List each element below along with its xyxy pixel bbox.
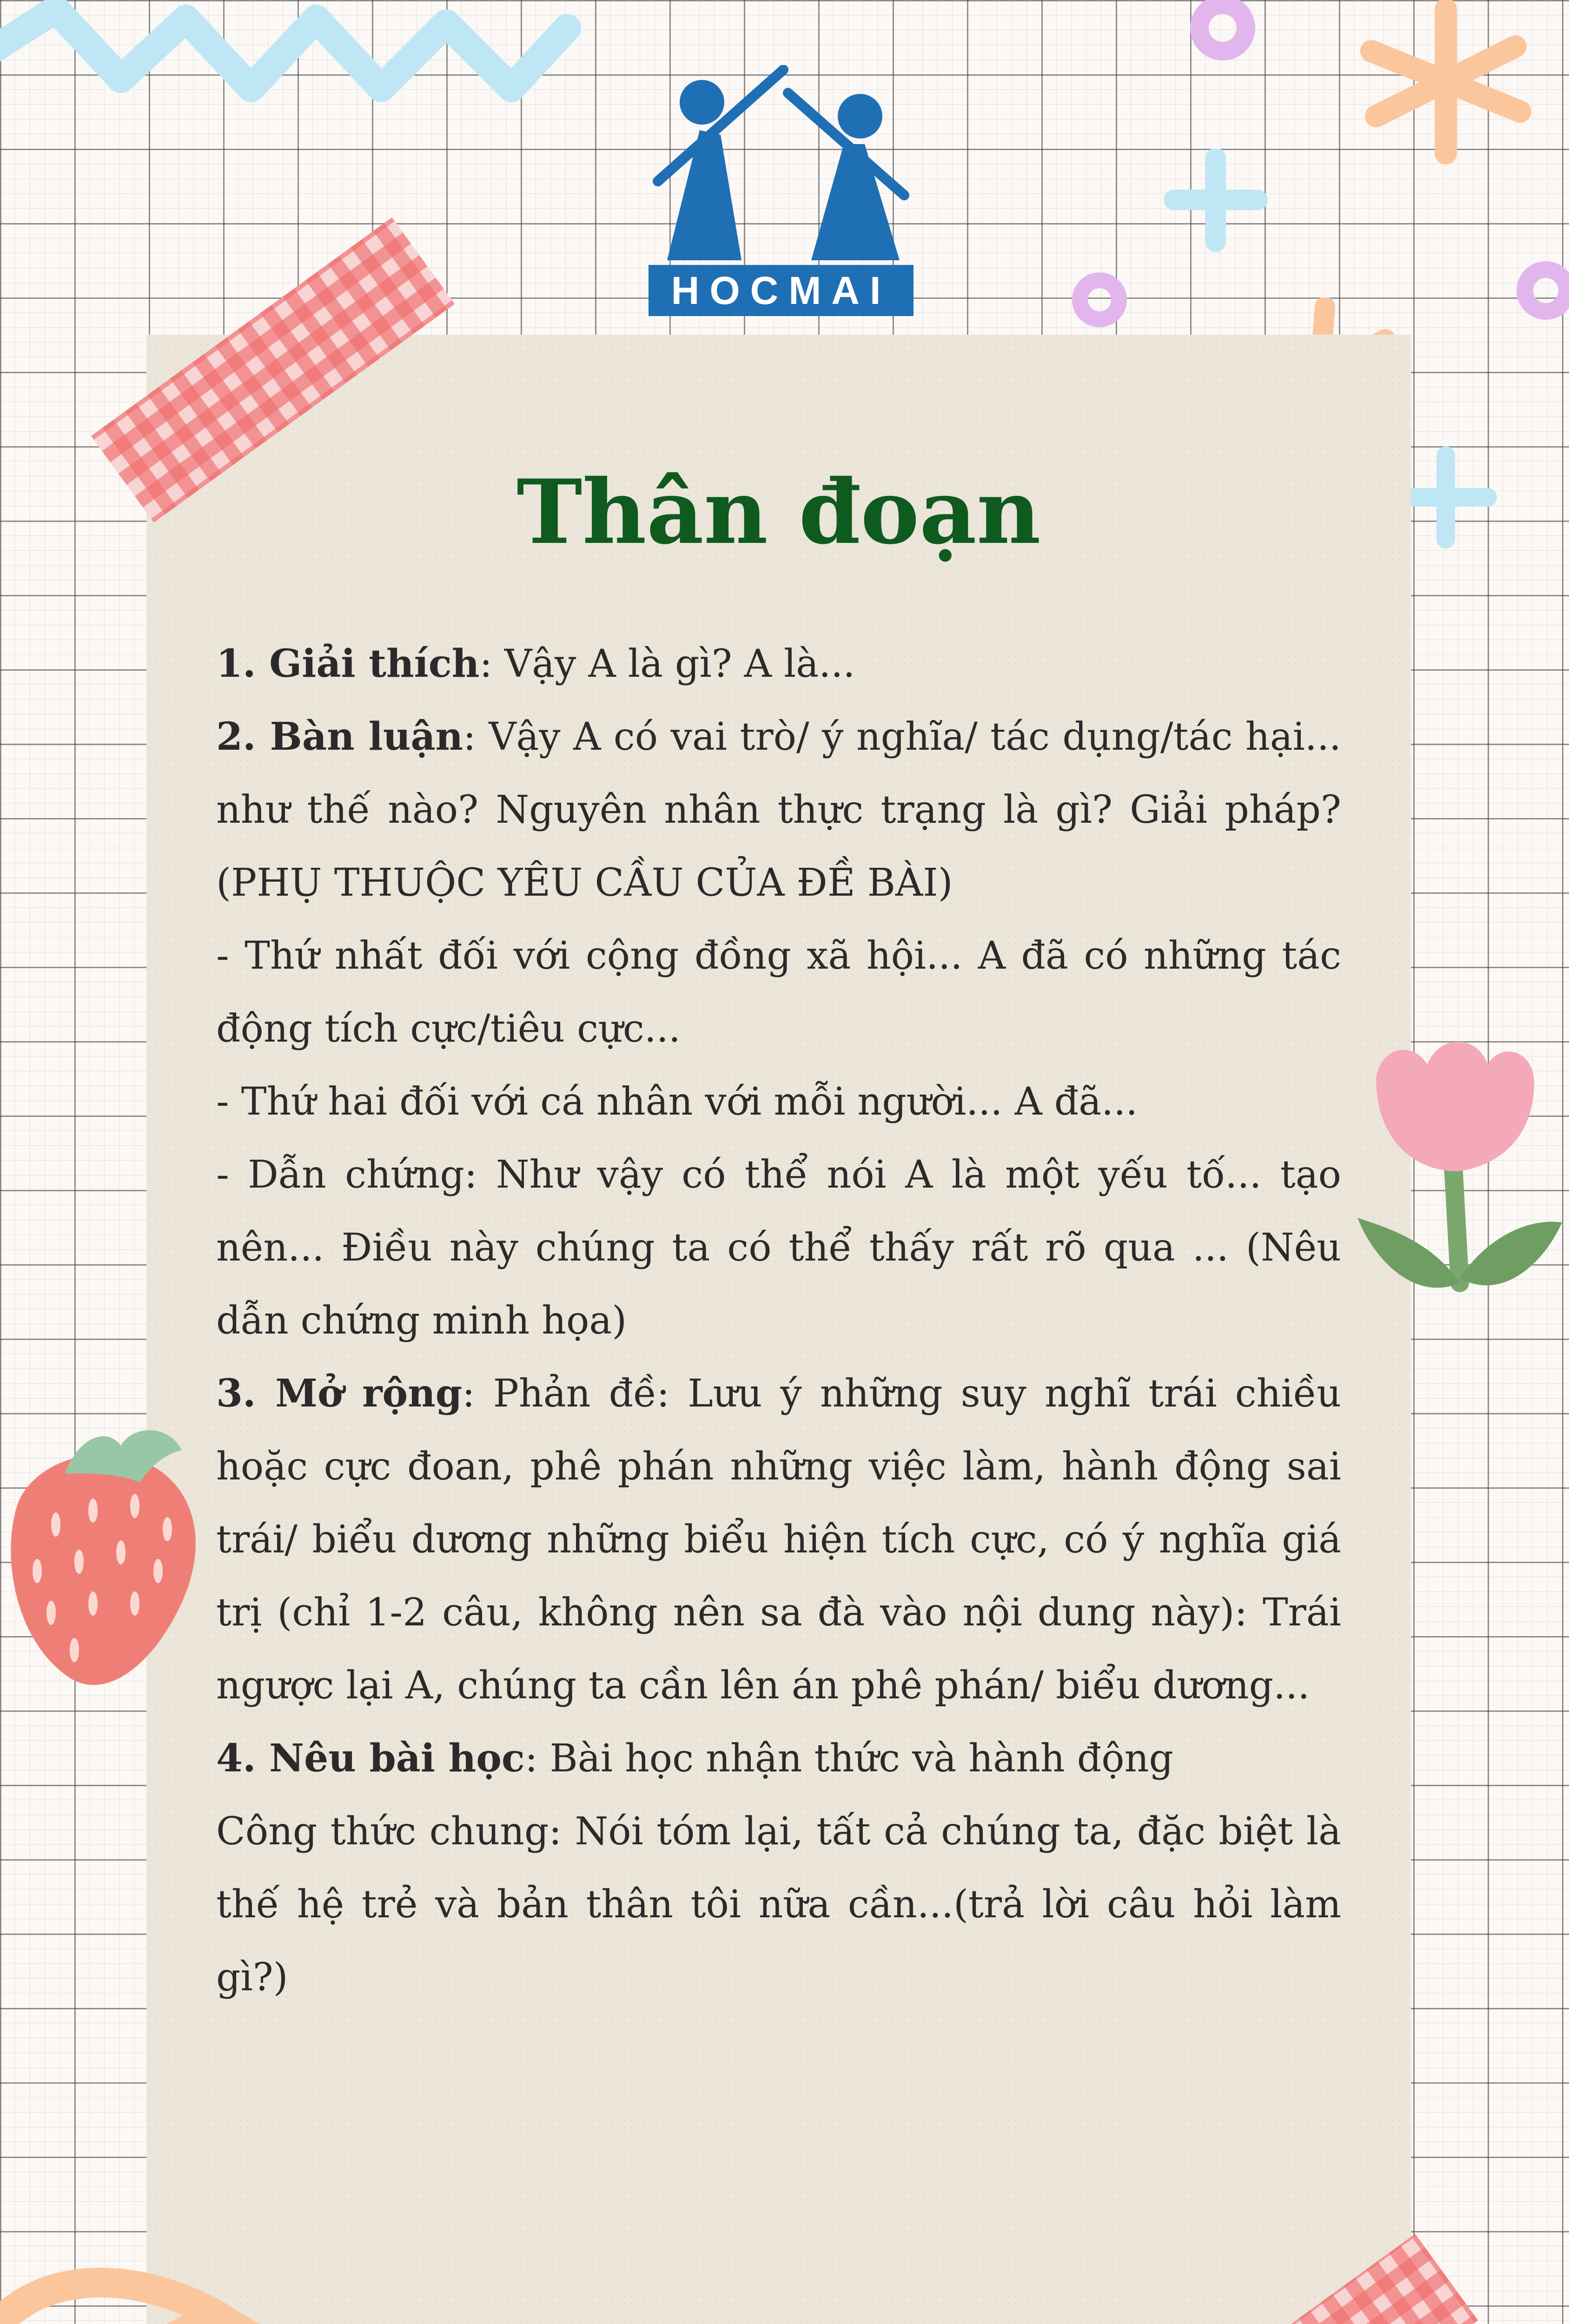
section-explain-label: 1. Giải thích	[216, 641, 480, 686]
washi-tape-top	[74, 195, 474, 548]
section-extend-label: 3. Mở rộng	[216, 1371, 463, 1416]
section-lesson-text: : Bài học nhận thức và hành động	[524, 1736, 1173, 1781]
section-discuss-text: : Vậy A có vai trò/ ý nghĩa/ tác dụng/tác hại... như thế nào? Nguyên nhân thực trạng là gì? Giải pháp? (PHỤ THUỘC YÊU CẦU CỦA ĐỀ BÀI)	[216, 715, 1341, 905]
discuss-evidence: - Dẫn chứng: Như vậy có thể nói A là một yếu tố... tạo nên... Điều này chúng ta có thể thấy rất rõ qua ... (Nêu dẫn chứng minh họa)	[216, 1153, 1341, 1343]
section-extend	[216, 1357, 1341, 1722]
section-lesson	[216, 1722, 1341, 1795]
orange-star-decoration	[1357, 0, 1534, 177]
section-explain-text: : Vậy A là gì? A là...	[479, 642, 855, 686]
hocmai-logo-figure	[649, 65, 914, 265]
section-lesson-label: 4. Nêu bài học	[216, 1736, 525, 1781]
section-discuss	[216, 700, 1341, 919]
section-discuss-label: 2. Bàn luận	[216, 714, 463, 759]
tulip-decoration	[1348, 1023, 1569, 1325]
section-explain	[216, 627, 1341, 700]
washi-tape-bottom	[1088, 2212, 1497, 2324]
page-title: Thân đoạn	[516, 460, 1041, 564]
purple-ring-decoration-3	[1511, 251, 1569, 321]
content-card	[146, 335, 1411, 2324]
discuss-point-2: - Thứ hai đối với cá nhân với mỗi người... A đã...	[216, 1080, 1138, 1124]
orange-squiggle-decoration	[0, 2240, 279, 2324]
blue-zigzag-decoration	[0, 0, 581, 139]
strawberry-decoration	[0, 1404, 223, 1701]
purple-ring-decoration	[1181, 0, 1264, 74]
discuss-point-1: - Thứ nhất đối với cộng đồng xã hội... A đã có những tác động tích cực/tiêu cực...	[216, 934, 1341, 1051]
blue-plus-decoration	[1162, 149, 1269, 256]
hocmai-logo-text: HOCMAI	[649, 265, 914, 316]
purple-ring-decoration-2	[1065, 265, 1134, 335]
section-extend-text: : Phản đề: Lưu ý những suy nghĩ trái chiều hoặc cực đoan, phê phán những việc làm, hành động sai trái/ biểu dương những biểu hiện tích cực, có ý nghĩa giá trị (chỉ 1-2 câu, không nên sa đà vào nội dung này): Trái ngược lại A, chúng ta cần lên án phê phán/ biểu dương...	[216, 1372, 1341, 1708]
general-formula: Công thức chung: Nói tóm lại, tất cả chúng ta, đặc biệt là thế hệ trẻ và bản thân tôi nữa cần...(trả lời câu hỏi làm gì?)	[216, 1809, 1341, 2000]
content-body	[216, 627, 1341, 2014]
hocmai-logo	[649, 65, 914, 321]
